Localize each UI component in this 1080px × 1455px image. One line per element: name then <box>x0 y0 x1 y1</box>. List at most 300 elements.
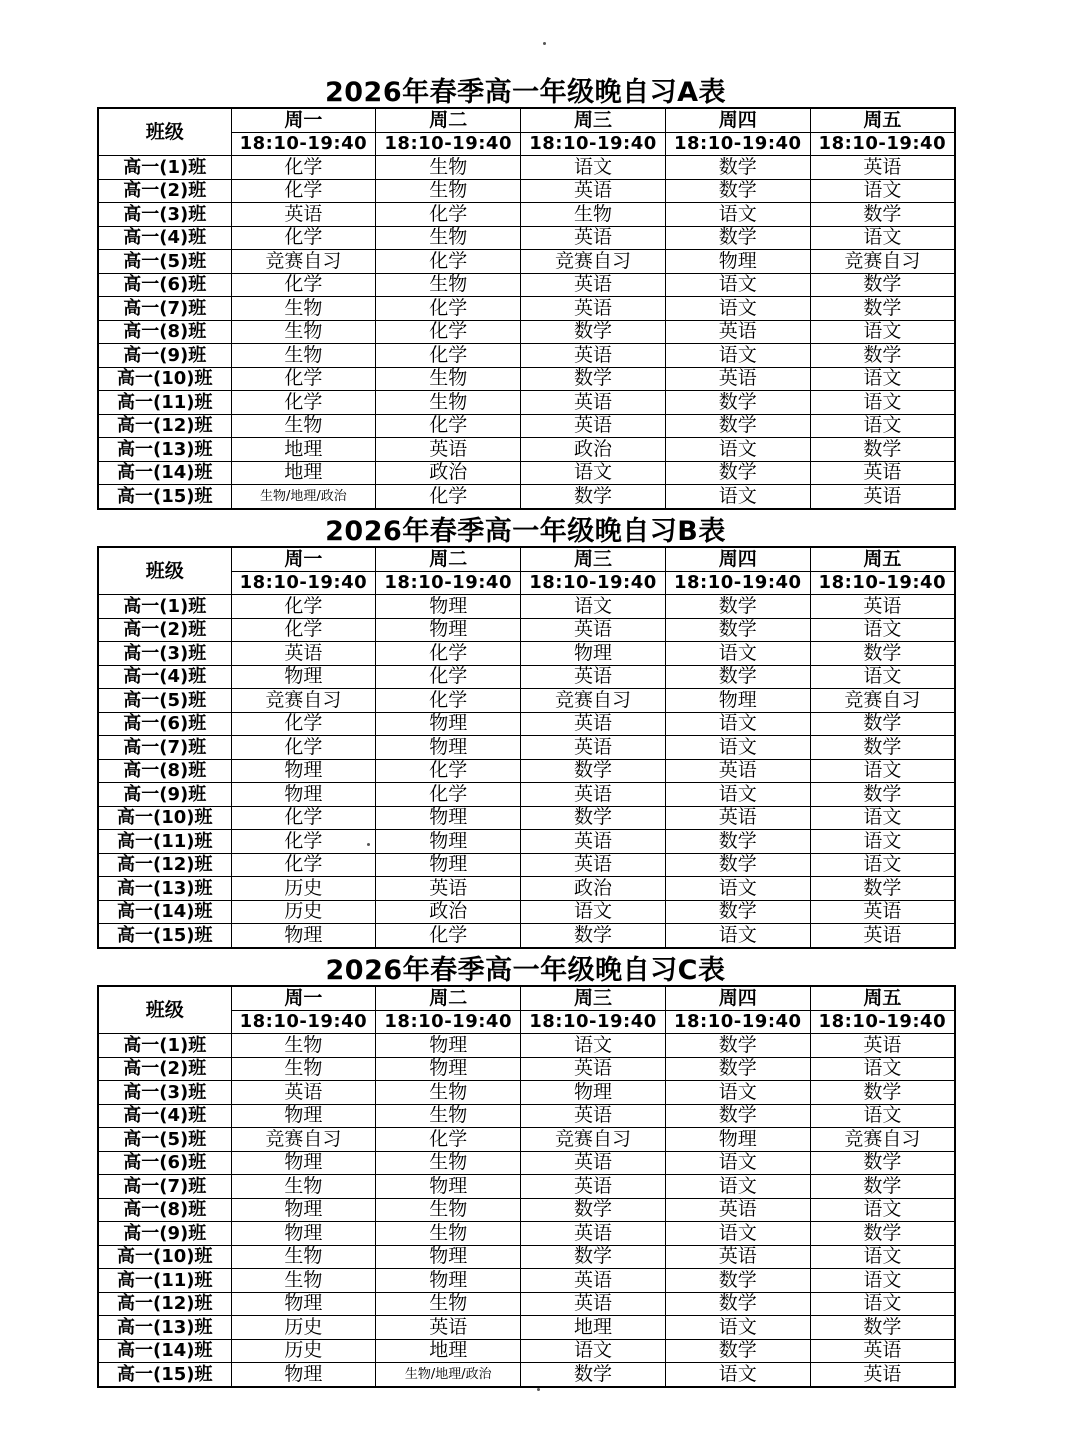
subject-cell: 化学 <box>231 179 376 203</box>
subject-cell: 物理 <box>231 1363 376 1387</box>
time-header: 18:10-19:40 <box>665 571 810 595</box>
subject-cell: 语文 <box>810 367 955 391</box>
subject-cell: 生物 <box>376 273 521 297</box>
table-row <box>98 665 955 689</box>
subject-cell: 物理 <box>665 1128 810 1152</box>
subject-cell: 语文 <box>810 179 955 203</box>
time-header: 18:10-19:40 <box>810 132 955 156</box>
subject-cell: 语文 <box>521 461 666 485</box>
subject-cell: 英语 <box>665 806 810 830</box>
class-name: 高一(8)班 <box>98 1198 231 1222</box>
class-name: 高一(5)班 <box>98 1128 231 1152</box>
subject-cell: 历史 <box>231 900 376 924</box>
subject-cell: 化学 <box>231 226 376 250</box>
subject-cell: 化学 <box>376 485 521 509</box>
subject-cell: 数学 <box>810 1316 955 1340</box>
subject-cell: 数学 <box>810 783 955 807</box>
subject-cell: 化学 <box>376 642 521 666</box>
time-header: 18:10-19:40 <box>231 571 376 595</box>
subject-cell: 生物 <box>231 1034 376 1058</box>
subject-cell: 英语 <box>376 877 521 901</box>
subject-cell: 化学 <box>231 736 376 760</box>
subject-cell: 数学 <box>521 1363 666 1387</box>
subject-cell: 物理 <box>376 712 521 736</box>
class-name: 高一(6)班 <box>98 1151 231 1175</box>
time-header: 18:10-19:40 <box>231 132 376 156</box>
subject-cell: 政治 <box>521 438 666 462</box>
table-row <box>98 203 955 227</box>
class-name: 高一(6)班 <box>98 273 231 297</box>
subject-cell: 地理 <box>521 1316 666 1340</box>
subject-cell: 数学 <box>665 226 810 250</box>
subject-cell: 生物 <box>376 1104 521 1128</box>
subject-cell: 语文 <box>810 226 955 250</box>
table-row <box>98 1222 955 1246</box>
table-row <box>98 806 955 830</box>
class-name: 高一(1)班 <box>98 156 231 180</box>
subject-cell: 语文 <box>810 665 955 689</box>
subject-cell: 数学 <box>810 273 955 297</box>
time-header: 18:10-19:40 <box>376 571 521 595</box>
subject-cell: 化学 <box>231 712 376 736</box>
subject-cell: 数学 <box>521 924 666 948</box>
table-row <box>98 830 955 854</box>
table-row <box>98 642 955 666</box>
class-name: 高一(15)班 <box>98 1363 231 1387</box>
subject-cell: 语文 <box>665 438 810 462</box>
table-row <box>98 877 955 901</box>
subject-cell: 物理 <box>376 1034 521 1058</box>
table-row <box>98 273 955 297</box>
subject-cell: 英语 <box>665 1198 810 1222</box>
time-header: 18:10-19:40 <box>810 571 955 595</box>
subject-cell: 物理 <box>665 250 810 274</box>
class-header: 班级 <box>98 547 231 595</box>
class-name: 高一(11)班 <box>98 1269 231 1293</box>
table-row <box>98 1316 955 1340</box>
subject-cell: 竞赛自习 <box>231 1128 376 1152</box>
subject-cell: 化学 <box>376 783 521 807</box>
table-row <box>98 1269 955 1293</box>
subject-cell: 化学 <box>231 853 376 877</box>
subject-cell: 化学 <box>376 344 521 368</box>
subject-cell: 英语 <box>231 642 376 666</box>
class-name: 高一(15)班 <box>98 485 231 509</box>
subject-cell: 英语 <box>810 485 955 509</box>
subject-cell: 数学 <box>665 391 810 415</box>
class-name: 高一(3)班 <box>98 1081 231 1105</box>
subject-cell: 英语 <box>521 853 666 877</box>
day-header: 周三 <box>521 547 666 571</box>
class-name: 高一(2)班 <box>98 618 231 642</box>
class-name: 高一(11)班 <box>98 391 231 415</box>
subject-cell: 语文 <box>665 642 810 666</box>
subject-cell: 语文 <box>810 806 955 830</box>
class-name: 高一(10)班 <box>98 806 231 830</box>
subject-cell: 语文 <box>665 877 810 901</box>
subject-cell: 生物 <box>376 367 521 391</box>
subject-cell: 语文 <box>810 1292 955 1316</box>
subject-cell: 数学 <box>810 712 955 736</box>
class-name: 高一(6)班 <box>98 712 231 736</box>
subject-cell: 生物 <box>231 344 376 368</box>
subject-cell: 英语 <box>521 712 666 736</box>
subject-cell: 语文 <box>810 1269 955 1293</box>
subject-cell: 数学 <box>665 595 810 619</box>
table-row <box>98 853 955 877</box>
subject-cell: 化学 <box>376 203 521 227</box>
subject-cell: 物理 <box>231 924 376 948</box>
scan-speck <box>367 843 370 846</box>
class-name: 高一(8)班 <box>98 759 231 783</box>
day-header: 周三 <box>521 108 666 132</box>
table-title: 2026年春季高一年级晚自习A表 <box>324 77 727 108</box>
subject-cell: 生物 <box>231 297 376 321</box>
table-row <box>98 783 955 807</box>
table-row <box>98 414 955 438</box>
subject-cell: 语文 <box>810 391 955 415</box>
day-header: 周四 <box>665 986 810 1010</box>
table-row <box>98 367 955 391</box>
subject-cell: 生物 <box>376 1292 521 1316</box>
subject-cell: 生物 <box>231 1175 376 1199</box>
class-name: 高一(13)班 <box>98 1316 231 1340</box>
table-row <box>98 689 955 713</box>
subject-cell: 英语 <box>521 344 666 368</box>
subject-cell: 语文 <box>810 1104 955 1128</box>
time-header: 18:10-19:40 <box>521 132 666 156</box>
day-header: 周五 <box>810 108 955 132</box>
table-row <box>98 1292 955 1316</box>
class-name: 高一(7)班 <box>98 297 231 321</box>
subject-cell: 语文 <box>665 783 810 807</box>
subject-cell: 历史 <box>231 877 376 901</box>
subject-cell: 数学 <box>810 1151 955 1175</box>
subject-cell: 英语 <box>521 414 666 438</box>
class-name: 高一(12)班 <box>98 414 231 438</box>
subject-cell: 数学 <box>665 1269 810 1293</box>
table-row <box>98 179 955 203</box>
subject-cell: 语文 <box>665 1363 810 1387</box>
class-name: 高一(8)班 <box>98 320 231 344</box>
subject-cell: 化学 <box>231 391 376 415</box>
table-row <box>98 226 955 250</box>
day-header: 周三 <box>521 986 666 1010</box>
subject-cell: 物理 <box>231 783 376 807</box>
subject-cell: 物理 <box>231 665 376 689</box>
table-row <box>98 156 955 180</box>
table-row <box>98 1175 955 1199</box>
table-row <box>98 1034 955 1058</box>
subject-cell: 数学 <box>521 759 666 783</box>
subject-cell: 英语 <box>810 1034 955 1058</box>
class-name: 高一(11)班 <box>98 830 231 854</box>
time-header: 18:10-19:40 <box>376 1010 521 1034</box>
class-name: 高一(2)班 <box>98 179 231 203</box>
subject-cell: 英语 <box>521 179 666 203</box>
table-row <box>98 924 955 948</box>
subject-cell: 物理 <box>376 853 521 877</box>
day-header: 周一 <box>231 108 376 132</box>
subject-cell: 语文 <box>665 1175 810 1199</box>
subject-cell: 竞赛自习 <box>231 689 376 713</box>
subject-cell: 数学 <box>810 877 955 901</box>
subject-cell: 语文 <box>665 485 810 509</box>
subject-cell: 化学 <box>376 297 521 321</box>
subject-cell: 英语 <box>521 273 666 297</box>
class-name: 高一(12)班 <box>98 853 231 877</box>
subject-cell: 语文 <box>810 1057 955 1081</box>
subject-cell: 英语 <box>521 830 666 854</box>
subject-cell: 地理 <box>376 1339 521 1363</box>
day-header: 周二 <box>376 547 521 571</box>
subject-cell: 语文 <box>521 595 666 619</box>
table-row <box>98 1198 955 1222</box>
class-name: 高一(13)班 <box>98 877 231 901</box>
class-name: 高一(5)班 <box>98 250 231 274</box>
subject-cell: 数学 <box>665 665 810 689</box>
subject-cell: 数学 <box>810 344 955 368</box>
subject-cell: 物理 <box>231 1222 376 1246</box>
subject-cell: 政治 <box>376 900 521 924</box>
schedule-table <box>97 985 956 1388</box>
class-name: 高一(4)班 <box>98 665 231 689</box>
class-name: 高一(7)班 <box>98 736 231 760</box>
subject-cell: 化学 <box>376 250 521 274</box>
class-name: 高一(7)班 <box>98 1175 231 1199</box>
table-row <box>98 1057 955 1081</box>
subject-cell: 地理 <box>231 438 376 462</box>
class-name: 高一(3)班 <box>98 642 231 666</box>
subject-cell: 生物 <box>376 156 521 180</box>
subject-cell: 物理 <box>376 830 521 854</box>
subject-cell: 语文 <box>665 273 810 297</box>
subject-cell: 生物 <box>231 1245 376 1269</box>
subject-cell: 语文 <box>810 414 955 438</box>
subject-cell: 化学 <box>231 830 376 854</box>
table-row <box>98 391 955 415</box>
subject-cell: 数学 <box>521 320 666 344</box>
subject-cell: 语文 <box>810 1245 955 1269</box>
day-header: 周一 <box>231 986 376 1010</box>
subject-cell: 语文 <box>521 1034 666 1058</box>
subject-cell: 英语 <box>521 1222 666 1246</box>
table-title: 2026年春季高一年级晚自习B表 <box>325 516 726 547</box>
table-row <box>98 320 955 344</box>
class-header: 班级 <box>98 108 231 156</box>
subject-cell: 数学 <box>810 1175 955 1199</box>
subject-cell: 英语 <box>231 203 376 227</box>
subject-cell: 生物 <box>231 1269 376 1293</box>
table-row <box>98 900 955 924</box>
subject-cell: 数学 <box>665 1034 810 1058</box>
class-name: 高一(9)班 <box>98 344 231 368</box>
subject-cell: 语文 <box>810 1198 955 1222</box>
table-row <box>98 618 955 642</box>
table-row <box>98 485 955 509</box>
subject-cell: 化学 <box>376 414 521 438</box>
table-row <box>98 1339 955 1363</box>
subject-cell: 英语 <box>376 438 521 462</box>
subject-cell: 数学 <box>521 806 666 830</box>
header-row-days <box>98 986 955 1010</box>
table-row <box>98 297 955 321</box>
subject-cell: 化学 <box>231 156 376 180</box>
subject-cell: 竞赛自习 <box>231 250 376 274</box>
subject-cell: 生物 <box>376 1198 521 1222</box>
subject-cell: 物理 <box>231 1104 376 1128</box>
class-name: 高一(4)班 <box>98 1104 231 1128</box>
subject-cell: 生物/地理/政治 <box>376 1363 521 1387</box>
subject-cell: 数学 <box>665 618 810 642</box>
subject-cell: 英语 <box>665 320 810 344</box>
subject-cell: 语文 <box>665 344 810 368</box>
table-title: 2026年春季高一年级晚自习C表 <box>325 955 726 986</box>
subject-cell: 生物/地理/政治 <box>231 485 376 509</box>
subject-cell: 物理 <box>376 595 521 619</box>
table-row <box>98 595 955 619</box>
subject-cell: 英语 <box>521 783 666 807</box>
subject-cell: 物理 <box>376 1057 521 1081</box>
subject-cell: 英语 <box>665 367 810 391</box>
subject-cell: 历史 <box>231 1316 376 1340</box>
subject-cell: 化学 <box>376 320 521 344</box>
subject-cell: 物理 <box>665 689 810 713</box>
subject-cell: 英语 <box>810 1339 955 1363</box>
subject-cell: 数学 <box>665 830 810 854</box>
subject-cell: 生物 <box>376 226 521 250</box>
table-row <box>98 736 955 760</box>
subject-cell: 语文 <box>521 900 666 924</box>
subject-cell: 竞赛自习 <box>810 1128 955 1152</box>
subject-cell: 英语 <box>521 391 666 415</box>
subject-cell: 英语 <box>376 1316 521 1340</box>
table-row <box>98 759 955 783</box>
class-name: 高一(10)班 <box>98 367 231 391</box>
subject-cell: 语文 <box>521 1339 666 1363</box>
subject-cell: 语文 <box>665 1151 810 1175</box>
class-name: 高一(9)班 <box>98 783 231 807</box>
table-row <box>98 1081 955 1105</box>
subject-cell: 英语 <box>521 297 666 321</box>
header-row-days <box>98 108 955 132</box>
scan-speck <box>537 1388 540 1391</box>
subject-cell: 物理 <box>231 1151 376 1175</box>
subject-cell: 数学 <box>810 438 955 462</box>
table-row <box>98 438 955 462</box>
subject-cell: 数学 <box>521 485 666 509</box>
subject-cell: 物理 <box>376 1245 521 1269</box>
subject-cell: 语文 <box>665 203 810 227</box>
subject-cell: 英语 <box>810 900 955 924</box>
subject-cell: 生物 <box>231 414 376 438</box>
subject-cell: 数学 <box>521 1245 666 1269</box>
subject-cell: 英语 <box>521 1292 666 1316</box>
subject-cell: 数学 <box>665 179 810 203</box>
subject-cell: 物理 <box>231 1198 376 1222</box>
subject-cell: 化学 <box>376 665 521 689</box>
day-header: 周一 <box>231 547 376 571</box>
class-name: 高一(14)班 <box>98 900 231 924</box>
class-name: 高一(10)班 <box>98 1245 231 1269</box>
class-name: 高一(12)班 <box>98 1292 231 1316</box>
subject-cell: 数学 <box>665 461 810 485</box>
subject-cell: 语文 <box>665 1316 810 1340</box>
subject-cell: 数学 <box>810 203 955 227</box>
subject-cell: 物理 <box>376 736 521 760</box>
subject-cell: 英语 <box>521 226 666 250</box>
table-row <box>98 250 955 274</box>
subject-cell: 数学 <box>810 1081 955 1105</box>
time-header: 18:10-19:40 <box>665 1010 810 1034</box>
subject-cell: 生物 <box>231 320 376 344</box>
class-name: 高一(4)班 <box>98 226 231 250</box>
subject-cell: 化学 <box>376 1128 521 1152</box>
subject-cell: 数学 <box>521 1198 666 1222</box>
subject-cell: 英语 <box>665 759 810 783</box>
subject-cell: 语文 <box>810 830 955 854</box>
subject-cell: 化学 <box>376 759 521 783</box>
subject-cell: 数学 <box>810 736 955 760</box>
subject-cell: 生物 <box>376 391 521 415</box>
subject-cell: 数学 <box>810 297 955 321</box>
class-name: 高一(1)班 <box>98 595 231 619</box>
subject-cell: 生物 <box>376 1151 521 1175</box>
subject-cell: 化学 <box>376 689 521 713</box>
subject-cell: 语文 <box>665 1222 810 1246</box>
day-header: 周四 <box>665 108 810 132</box>
time-header: 18:10-19:40 <box>521 1010 666 1034</box>
subject-cell: 物理 <box>376 618 521 642</box>
subject-cell: 语文 <box>810 320 955 344</box>
class-header: 班级 <box>98 986 231 1034</box>
subject-cell: 物理 <box>521 642 666 666</box>
scan-speck <box>543 42 546 45</box>
subject-cell: 生物 <box>376 179 521 203</box>
class-name: 高一(13)班 <box>98 438 231 462</box>
subject-cell: 政治 <box>521 877 666 901</box>
subject-cell: 竞赛自习 <box>521 1128 666 1152</box>
subject-cell: 生物 <box>521 203 666 227</box>
subject-cell: 英语 <box>521 1104 666 1128</box>
subject-cell: 英语 <box>810 156 955 180</box>
day-header: 周二 <box>376 986 521 1010</box>
subject-cell: 语文 <box>810 618 955 642</box>
subject-cell: 数学 <box>521 367 666 391</box>
subject-cell: 化学 <box>231 806 376 830</box>
class-name: 高一(15)班 <box>98 924 231 948</box>
table-row <box>98 1363 955 1387</box>
subject-cell: 物理 <box>376 1175 521 1199</box>
subject-cell: 数学 <box>810 1222 955 1246</box>
subject-cell: 数学 <box>665 900 810 924</box>
class-name: 高一(2)班 <box>98 1057 231 1081</box>
subject-cell: 物理 <box>521 1081 666 1105</box>
subject-cell: 化学 <box>231 273 376 297</box>
time-header: 18:10-19:40 <box>376 132 521 156</box>
subject-cell: 竞赛自习 <box>521 250 666 274</box>
subject-cell: 地理 <box>231 461 376 485</box>
subject-cell: 化学 <box>231 595 376 619</box>
table-row <box>98 1245 955 1269</box>
time-header: 18:10-19:40 <box>665 132 810 156</box>
time-header: 18:10-19:40 <box>810 1010 955 1034</box>
subject-cell: 语文 <box>521 156 666 180</box>
subject-cell: 语文 <box>665 924 810 948</box>
subject-cell: 英语 <box>810 924 955 948</box>
subject-cell: 数学 <box>665 1292 810 1316</box>
class-name: 高一(5)班 <box>98 689 231 713</box>
